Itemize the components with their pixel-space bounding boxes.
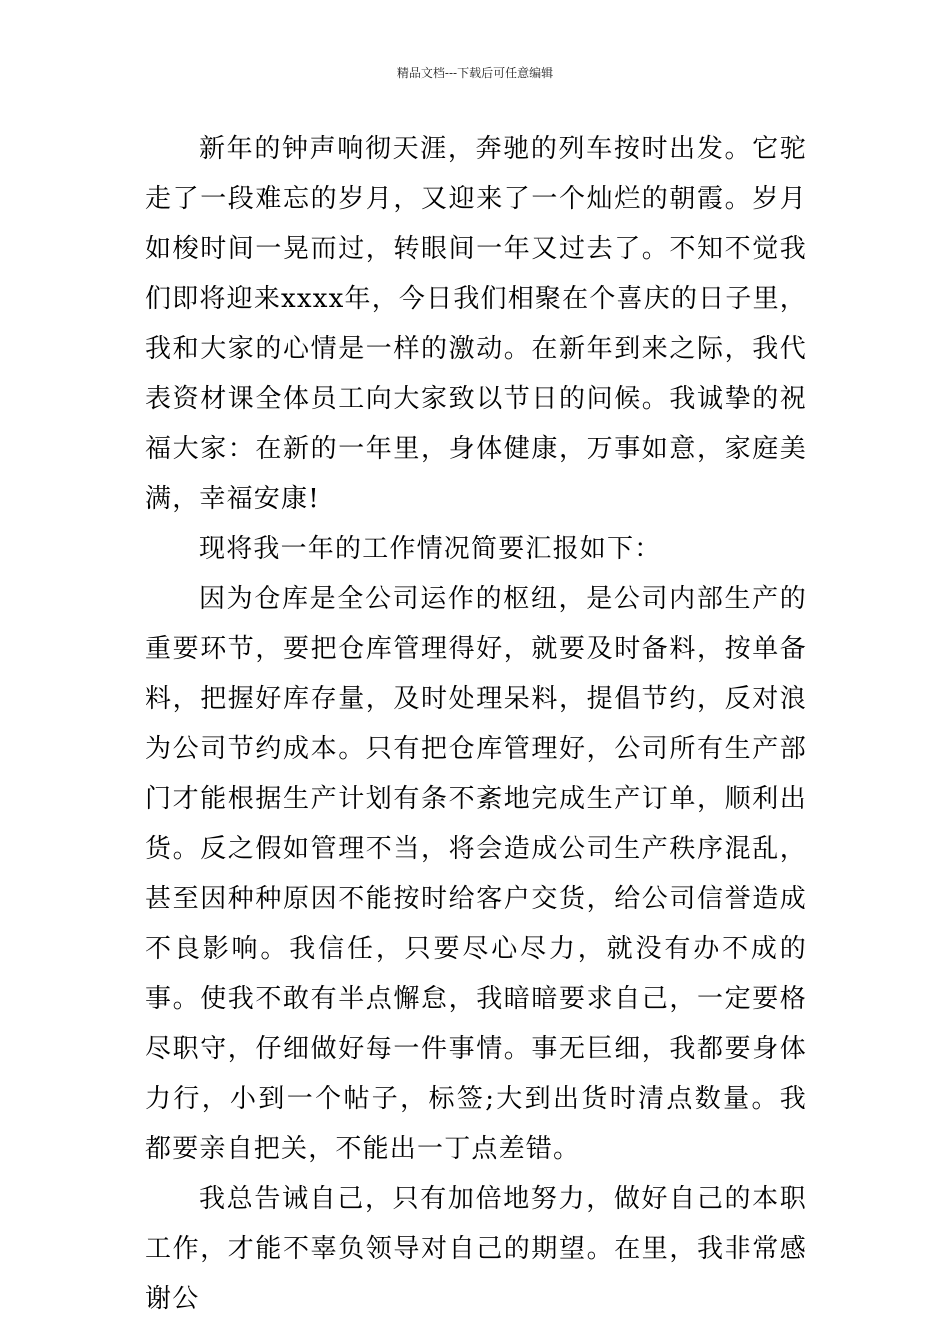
paragraph-self-reminder: 我总告诫自己，只有加倍地努力，做好自己的本职工作，才能不辜负领导对自己的期望。在里，我非常感谢公 bbox=[145, 1184, 807, 1314]
paragraph-new-year-greeting: 新年的钟声响彻天涯，奔驰的列车按时出发。它驼走了一段难忘的岁月，又迎来了一个灿烂的朝霞。岁月如梭时间一晃而过，转眼间一年又过去了。不知不觉我们即将迎来xxxx年，今日我们相聚在个喜庆的日子里，我和大家的心情是一样的激动。在新年到来之际，我代表资材课全体员工向大家致以节日的问候。我诚挚的祝福大家：在新的一年里，身体健康，万事如意，家庭美满，幸福安康! bbox=[145, 134, 807, 514]
paragraph-warehouse-management: 因为仓库是全公司运作的枢纽，是公司内部生产的重要环节，要把仓库管理得好，就要及时备料，按单备料，把握好库存量，及时处理呆料，提倡节约，反对浪为公司节约成本。只有把仓库管理好，公司所有生产部门才能根据生产计划有条不紊地完成生产订单，顺利出货。反之假如管理不当，将会造成公司生产秩序混乱，甚至因种种原因不能按时给客户交货，给公司信誉造成不良影响。我信任，只要尽心尽力，就没有办不成的事。使我不敢有半点懈怠，我暗暗要求自己，一定要格尽职守，仔细做好每一件事情。事无巨细，我都要身体力行，小到一个帖子，标签;大到出货时清点数量。我都要亲自把关，不能出一丁点差错。 bbox=[145, 584, 807, 1164]
page-header: 精品文档---下载后可任意编辑 bbox=[396, 66, 554, 80]
paragraph-report-intro: 现将我一年的工作情况简要汇报如下： bbox=[199, 534, 662, 564]
document-body bbox=[145, 124, 807, 1324]
